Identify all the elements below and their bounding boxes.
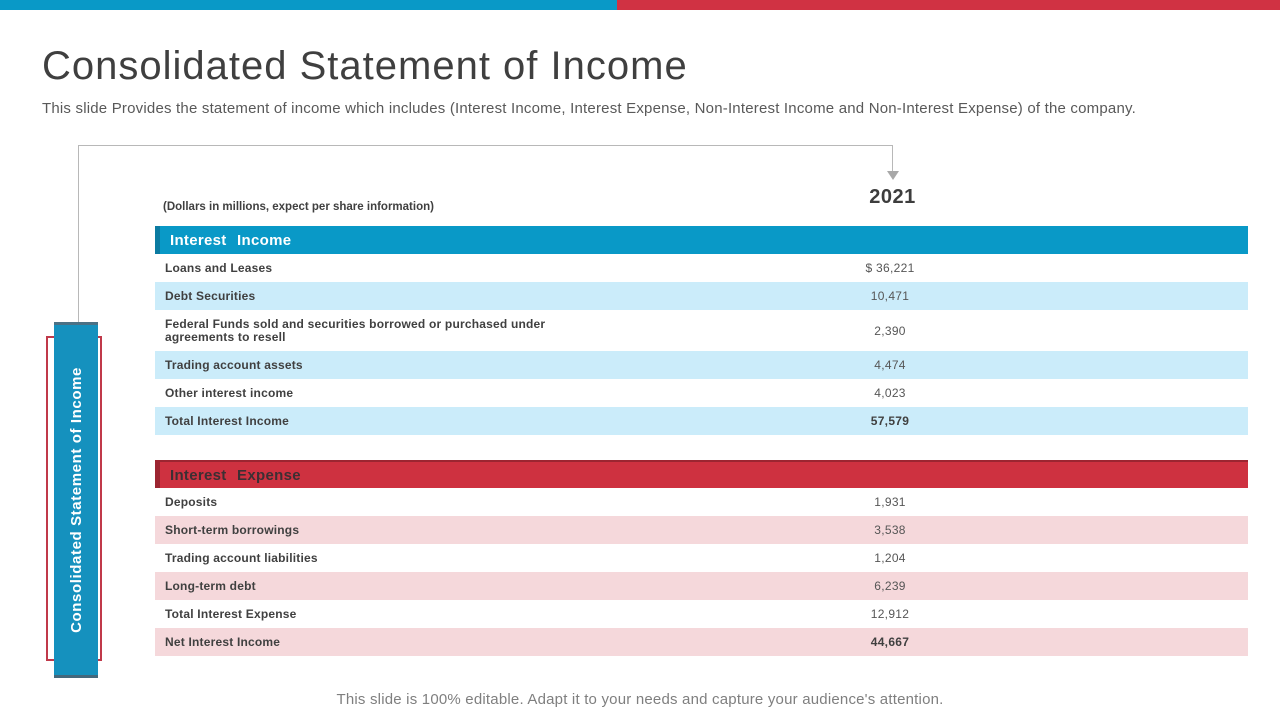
row-value: 3,538 [874, 523, 906, 537]
row-label: Other interest income [165, 385, 294, 400]
top-accent-bar-teal [0, 0, 617, 10]
footer-note: This slide is 100% editable. Adapt it to your needs and capture your audience's attention. [336, 691, 944, 708]
row-label: Federal Funds sold and securities borrowed or purchased under agreements to resell [165, 316, 546, 344]
row-value: 10,471 [870, 289, 910, 303]
table-row [155, 572, 1248, 600]
row-value: $ 36,221 [865, 261, 915, 275]
row-label: Net Interest Income [165, 634, 281, 649]
row-label: Long-term debt [165, 578, 256, 593]
row-label: Trading account assets [165, 357, 303, 372]
row-label: Deposits [165, 494, 218, 509]
table-row [155, 310, 1248, 351]
top-accent-bar-red [617, 0, 1280, 10]
section-title: Interest Income [170, 231, 292, 249]
table-row [155, 488, 1248, 516]
table-row [155, 351, 1248, 379]
row-value: 6,239 [874, 579, 906, 593]
table-row [155, 282, 1248, 310]
row-value: 2,390 [874, 323, 906, 338]
page-title: Consolidated Statement of Income [42, 44, 688, 88]
arrow-down-icon [887, 171, 899, 180]
page-subtitle: This slide Provides the statement of income which includes (Interest Income, Interest Expense, Non-Interest Income and Non-Interest Expense) of the company. [42, 100, 1136, 117]
row-value: 57,579 [870, 414, 910, 428]
table-row [155, 600, 1248, 628]
year-column-header: 2021 [869, 186, 916, 208]
section-gap [155, 435, 1248, 460]
table-row-total [155, 628, 1248, 656]
row-value: 4,023 [874, 386, 906, 400]
sidebar-tab [54, 322, 98, 678]
row-value: 12,912 [870, 607, 910, 621]
units-note: (Dollars in millions, expect per share information) [163, 201, 434, 213]
row-label: Total Interest Income [165, 413, 290, 428]
interest-income-section-header [155, 226, 1248, 254]
row-label: Debt Securities [165, 288, 256, 303]
section-title: Interest Expense [170, 466, 301, 484]
row-label: Loans and Leases [165, 260, 273, 275]
row-value: 1,204 [874, 551, 906, 565]
table-row [155, 379, 1248, 407]
connector-line-right [892, 145, 893, 172]
row-value: 44,667 [870, 635, 910, 649]
row-label: Short-term borrowings [165, 522, 300, 537]
row-value: 1,931 [874, 495, 906, 509]
table-row [155, 544, 1248, 572]
connector-line-horizontal [78, 145, 892, 146]
row-value: 4,474 [874, 358, 906, 372]
interest-expense-section-header [155, 460, 1248, 488]
income-statement-table [155, 226, 1248, 656]
table-row-total [155, 407, 1248, 435]
sidebar-tab-label: Consolidated Statement of Income [67, 367, 85, 633]
row-label: Trading account liabilities [165, 550, 318, 565]
table-row [155, 516, 1248, 544]
row-label: Total Interest Expense [165, 606, 297, 621]
connector-line-left [78, 145, 79, 325]
table-row [155, 254, 1248, 282]
